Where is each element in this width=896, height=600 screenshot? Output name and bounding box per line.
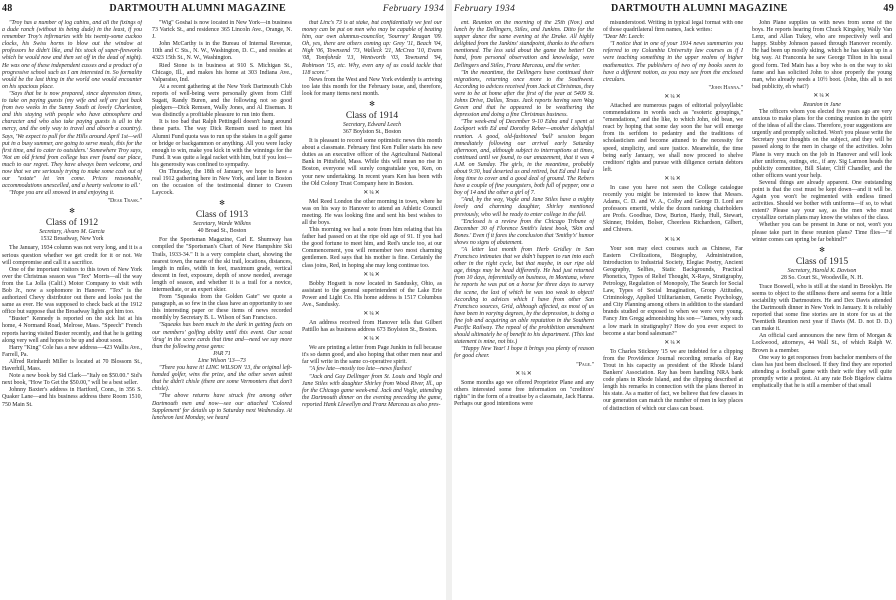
paragraph: On Thursday, the 18th of January, we hope to have a real 1912 gathering here in New York, and later in Boston on the occasion of the testimonial dinner to Craven Laycock. bbox=[152, 168, 292, 197]
quoted-paragraph: "The week-end of December 9-10 Edna and I spent at Lockport with Ed and Dorothy Reber—another delightful reunion. A good, old-fashioned 'bull' session began immediately following our arrival early Saturday afternoon, and, although subject to interruptions at times, continued until we found, to our amazement, that it was 4 A.M. on Sunday. The girls, in the meantime, probably about 9:30, had deserted us and retired, but Ed and I had a long time to cover and a good deal of ground. The Rebers have a couple of fine youngsters, both full of pepper, one a boy of 14 and the other a girl of 7. bbox=[454, 119, 594, 197]
paragraph: An official card announces the new firm of Morgan & Lockwood, attorneys, 44 Wall St., of which Ralph W. Brown is a member. bbox=[752, 333, 892, 354]
left-issue-date: February 1934 bbox=[382, 4, 444, 14]
right-running-head bbox=[454, 3, 894, 15]
right-column-3 bbox=[752, 20, 892, 598]
right-column-1 bbox=[454, 20, 594, 598]
class-heading: Class of 1914 bbox=[345, 111, 399, 122]
section-divider-ornament: ✻ bbox=[69, 207, 75, 216]
paragraph: To Charles Stickney '15 we are indebted for a clipping from the Providence Journal recording remarks of Ray Trout in his capacity as president of the Rhode Island Bankers' Association. Ray has been handling NRA bank code plans in Rhode Island, and the clipping described at length his remarks in connection with the plans thereof in his state. As a matter of fact, we believe that few classes in our generation can match the number of men in key places of distinction of which our class can boast. bbox=[603, 348, 743, 412]
quoted-paragraph: "A letter last month from Herb Gridley in San Francisco intimates that we didn't happen to run into each other in the right cycle, but that maybe, in our ripe old age, things may be head differently. He had just returned from 10 days, inferentially on business, in Montana, where he reports he was put on a horse for three days to survey the scene, the last of which he was too weak to object! According to advices which I have from other San Francisco sources, Grid, although affected, as most of us have been in varying degrees, by the depression, is doing a fine job and acquiring an able reputation in the Southern Pacific Railway. The repeal of the prohibition amendment should ultimately be of benefit to his department. (This last statement is mine, not his.) bbox=[454, 247, 594, 346]
quoted-paragraph: "And, by the way, Vogle and Jane Stiles have a mighty lovely and charming daughter, Shirley mentioned previously, who will be ready to enter college in the fall. bbox=[454, 197, 594, 218]
signature: "Deak Trask." bbox=[107, 198, 142, 205]
quoted-paragraph: "I notice that in one of your 1914 news summaries you referred to my Columbia University law courses as if I were teaching something in the upper realms of higher mathematics. The publishers of two of my books seem to have a different notion, as you may see from the enclosed circulars. bbox=[603, 41, 743, 83]
quoted-paragraph: "A few late—mostly too late—news flashes! bbox=[309, 366, 412, 373]
section-divider-ornament: ✻ bbox=[819, 245, 825, 254]
quoted-paragraph: "Happy New Year! I hope it brings you plenty of reason for good cheer. bbox=[454, 346, 594, 360]
right-page-number: 49 bbox=[883, 3, 894, 14]
item-separator-ornament: ✕¼✕ bbox=[363, 311, 381, 317]
paragraph: Some months ago we offered Proprietor Plane and any others interested some free information on "creditors' rights" in the form of a treatise by a classmate, Jack Hanna. Perhaps our good intentions were bbox=[454, 379, 594, 407]
paragraph: Alfred Reinhardt Miller is located at 70 Blossom St., Haverhill, Mass. bbox=[2, 358, 142, 373]
item-separator-ornament: ✕¼✕ bbox=[664, 236, 682, 243]
paragraph: Harry "King" Cole has a new address—423 Wallis Ave., Farrell, Pa. bbox=[2, 344, 142, 358]
quoted-paragraph: "Enclosed is a review from the Chicago Tribune of December 30 of Florence Smith's latest book, 'Skin and Bones.' Even if it fares the conclusion that 'Smithy's' humor shows no signs of abatement. bbox=[454, 218, 594, 246]
class-heading: Class of 1913 bbox=[195, 210, 249, 221]
paragraph: The January, 1934 column was not very long, and it is a serious question whether we get credit for it or not. We will compromise and call it a sacrifice. bbox=[2, 245, 142, 266]
class-secretary: Secretary, Warde Wilkins bbox=[193, 221, 251, 228]
item-separator-ornament: ✕¼✕ bbox=[664, 93, 682, 100]
item-separator-ornament: ✕¼✕ bbox=[363, 271, 381, 278]
left-page-number: 48 bbox=[2, 3, 13, 14]
class-heading: Class of 1915 bbox=[795, 256, 849, 267]
paragraph: Trace Boswell, who is still at the stand in Brooklyn. He seems to object to the stillness there and seems for a little sociability with Dartmouters. He and Dex Davis attended the Dartmouth dinner in New York in January. It is reliably reported that some fine stories are in store for us at the Twentieth Reunion next year if Davis (M. D. not D. D.) can make it. bbox=[752, 283, 892, 333]
left-page bbox=[0, 0, 446, 600]
paragraph: John McCarthy is in the Bureau of Internal Revenue, 10th and C Sts., N. W., Washington, D. C., and resides at 4323 15th St., N. W., Washington. bbox=[152, 41, 292, 62]
paragraph: From "Squeaks from the Golden Gate" we quote a paragraph, as so few in the class have an opportunity to see this interesting paper or these items of news recorded monthly by Secretary B. L. Wilson of San Francisco. bbox=[152, 294, 292, 322]
paragraph: "Says that he is now prepared, since depression times, to take on paying guests (my wife and self are just back from two weeks in the Sunny South at lovely Charleston, and this staying with people who have atmosphere and character and who also take paying guests is all to the mercy, and the only way to travel and absorb a country). Says, 'We expect to pull for the Hills around April 1st—will put in a busy summer, are going to serve meals, this for the first time, and to cater to outsiders.' Somewhere Troy says, 'Not an old friend from college has ever found our place, much to our regret. They have always been welcome, and now that we are seriously trying to make some cash out of our "estate" let 'em come. Prices reasonable, accommodations unexcelled, and a hearty welcome to all.' bbox=[2, 90, 142, 190]
class-address: 28 So. Court St., Woodsville, N. H. bbox=[781, 274, 863, 281]
item-separator-ornament: ✕¼✕ bbox=[515, 370, 533, 377]
paragraph: An address received from Hanover tells that Gilbert Pattillo has as business address 673 Boylston St., Boston. bbox=[302, 320, 442, 334]
paragraph: "Troy has a number of log cabins, and all the fixings of a dude ranch (without its being dude) in the least, if you remember Troy's infirmaries with his twenty-some cuckoo clocks, his Swiss horns to blow out the window at professors he didn't like, and his stock of super-fireworks which he would now and then set off in the dead of night). He was one of these independent cusses and a product of a progressive school such as I am interested in. So formality would be the last thing in the world one would encounter on his spacious place. bbox=[2, 20, 142, 90]
paragraph: For the Sportsman Magazine, Carl E. Shumway has compiled the "Sportsman's Chart of New Hampshire Ski Trails, 1933-34." It is a very complete chart, showing the nearest town, the name of the ski trail, locations, distances, length in miles, width in feet, maximum grade, vertical descent in feet, exposure, depth of snow needed, average length of season, and whether it is a trail for a novice, intermediate, or an expert skier. bbox=[152, 237, 292, 293]
quoted-paragraph: "The above returns have struck fire among other Dartmouth men and now—see our attached 'Colored Supplement' for details up to Saturday next Wednesday. At luncheon last Monday, we heard bbox=[152, 393, 292, 421]
quoted-paragraph: ent. Reunion on the morning of the 25th (Nov.) and lunch by the Dellingers, Stiles, and Junkins. Ditto for the supper dance the same evening at the Drake. All highly delighted from the Junkins' standpoint, thanks to the others mentioned. The less said about the game the better! On hand, from personal observation and knowledge, were Dellingers and Stiles, Franz Marceau, and the writer. bbox=[454, 20, 594, 69]
quoted-paragraph: "Squeaks has been much in the dark in getting facts on our members' golfing ability until this event. Our scout 'drug' in the score cards that time and—need we say more than the following prose gems: bbox=[152, 322, 292, 350]
paragraph: One of the important visitors to this town of New York over the Christmas season was "Tex" Morris—all the way from the La Jolla (Calif.) Motor Company to visit with Bob Jr., now a sophomore in Hanover. "Tex" is the authorized Chevy distributor out there and looks just the same as ever. He was supposed to check back at the 1912 office but suppose that the Broadway lights got him too. bbox=[2, 266, 142, 316]
paragraph: We are printing a letter from Page Junkin in full because it's so damn good, and also hoping that other men near and far will write in the same co-operative spirit. bbox=[302, 345, 442, 366]
right-magazine-title: DARTMOUTH ALUMNI MAGAZINE bbox=[610, 3, 788, 14]
paragraph: John Plane supplies us with news from some of the boys. He reports hearing from Chuck Kingsley, Wally Van Lenz, and Allan Tukey, who are respectively well and happy. Stubby Johnson passed through Hanover recently. He had been up mostly skiing, which he has taken up in a big way. At Franconia he saw George Tilton in his usual good form. Ted Main has a boy who is on the way to ski fame and has solicited John to shoe properly the young man, who already needs a 10½ boot. (John, this all is not bad publicity, eh what?) bbox=[752, 20, 892, 90]
item-separator-ornament: ✕¼✕ bbox=[664, 339, 682, 346]
quoted-paragraph: "In the meantime, the Dellingers have continued their migrations, returning once more to the Southwest. According to advices received from Jack at Christmas, they were to be at home after the first of the year at 5409 St. Johns Drive, Dallas, Texas. Jack reports having seen Wag Green and that he appeared to be weathering the depression and doing a fine Christmas business. bbox=[454, 69, 594, 119]
paragraph: Bobby Hogsett is now located in Sandusky, Ohio, as assistant to the general superintendent of the Lake Erie Power and Light Co. His home address is 1517 Columbus Ave., Sandusky. bbox=[302, 280, 442, 308]
left-column-1 bbox=[2, 20, 142, 598]
class-heading: Class of 1912 bbox=[45, 218, 99, 229]
left-column-2 bbox=[152, 20, 292, 598]
section-divider-ornament: ✻ bbox=[219, 199, 225, 208]
right-page bbox=[452, 0, 896, 600]
left-running-head bbox=[2, 3, 444, 15]
class-secretary: Secretary, Edward Leech bbox=[342, 122, 401, 129]
paragraph: Ried Stone is in business at 910 S. Michigan St., Chicago, Ill., and makes his home at 303 Indiana Ave., Valparaiso, Ind. bbox=[152, 62, 292, 83]
class-secretary: Secretary, Harold K. Davison bbox=[787, 267, 857, 274]
paragraph: Mel Reed London the other morning in town, where he was on his way to Hanover to attend an Athletic Council meeting. He was looking fine and sent his best wishes to all the boys. bbox=[302, 198, 442, 226]
section-divider-ornament: ✻ bbox=[369, 100, 375, 109]
class-secretary: Secretary, Alvaro M. Garcia bbox=[39, 229, 105, 236]
paragraph: At a recent gathering at the New York Dartmouth Club reports of well-being were personally given from Cliff Sugatt, Randy Buren, and the following not so good pledgers—Dick Remsen, Wally Jones, and Al Eiseman. It was distinctly a profitable pleasure to run into them. bbox=[152, 83, 292, 119]
paragraph: In case you have not seen the College catalogue recently you might be interested to know that Messrs. Adams, C. D. and W. A., Colby and George D. Lord are professors emeriti, while the dozen ranking chairholders are Profs. Goodhue, Dow, Burton, Hardy, Hull, Stewart, Skinner, Holden, Bolser, Cheerless Richardson, Gilbert, and Chivers. bbox=[603, 184, 743, 234]
signature: "Page." bbox=[576, 361, 594, 368]
letter-salutation: "Dear Mr. Leech: bbox=[603, 34, 645, 41]
paragraph: "Hope you are all snowed in and enjoying it. bbox=[9, 190, 115, 197]
paragraph: "Wig" Goshal is now located in New York—in business 73 Varick St., and residence 365 Lincoln Ave., Orange, N. J. bbox=[152, 20, 292, 41]
paragraph: News from the West and New York evidently is arriving too late this month for the February issue, and, therefore, look for many items next month. bbox=[302, 76, 442, 97]
paragraph: This morning we had a note from him relating that his father had passed on at the ripe old age of 91. If you had the good fortune to meet him, and Red's uncle too, at our Commencement, you will remember two most charming gentlemen. Red says that his mother is fine. Certainly the class joins, Red, in hoping she may long continue too. bbox=[302, 227, 442, 269]
class-address: 1532 Broadway, New York bbox=[40, 236, 104, 243]
left-column-3 bbox=[302, 20, 442, 598]
item-separator-ornament: ✕¼✕ bbox=[363, 336, 381, 343]
paragraph: It is too bad that Ralph Pettingell doesn't hang around these parts. The way Dick Remsen used to meet his Alumni Fund quota was to run up the stakes in a golf game or bridge or backgammon or anything. All you were lucky enough to win, make you kick in with the winnings for the Fund. It was quite a legal racket with him, but if you lost—his generosity was confined to sympathy. bbox=[152, 119, 292, 168]
paragraph: Several things are already apparent. One outstanding point is that the cost must be kept down—and it will be. Again you won't be regimented with endless timed activities. Should we bother with uniforms—if so, to what extent? Please say your say, as the men who must crystallize certain plans may know the wishes of the class. bbox=[752, 179, 892, 222]
poem-line: PAR 71 bbox=[213, 350, 231, 357]
subsection-heading: Reunion in June bbox=[803, 101, 841, 108]
paragraph: Your son may elect courses such as Chinese, Far Eastern Civilizations, Biography, Administration, Introduction to Industrial Society, Elegiac Poetry, Ancient Geography, Selfies, Static Backgrounds, Practical Phonetics, Types of Relief Thought, X-Rays, Stratigraphy, Petrology, Regulation of Monopoly, The Search for Social Law, Types of Social Imagination, Group Attitudes, Criminology, Applied Utilitarianism, Genetic Psychology, and City Planning among others in addition to the standard brands studied or exposed to when we were very young. Fancy Jim Gregg admonishing his son—"James, why such a low mark in stratigraphy? How do you ever expect to become a star bond salesman?" bbox=[603, 245, 743, 337]
quoted-paragraph: "There you have it! LINC WILSON '13, the original left-handed golfer, wins the prize, and the other seven admit that he didn't chisle (there are some Vermonters that don't chisle). bbox=[152, 365, 292, 393]
paragraph: Johnny Baxter's address in Hartford, Conn., in 356 S. Quaker Lane—and his business address there Room 1510, 750 Main St. bbox=[2, 387, 142, 408]
quoted-paragraph: that Linc's 73 is at stake, but confidentially we feel our money can be put on men who may be capable of beating him, our own alumnus-councilor, 'Sourney' Reagan '09. Oh, yes, there are others coming up: Grey '11, Beach '04, Nigh '06, Townsend '73, Walleck '21, McCrea '10, Evans '08, Tomfohrde '13, Wentworth '03, Townsend '94, Robinson '15, etc. Why, even any of us could tackle that 118 score." bbox=[302, 20, 442, 76]
paragraph: Note a new book by Sid Clark—"Italy on $50.00." Sid's next book, "How To Get the $50.00," will be a best seller. bbox=[2, 373, 142, 387]
paragraph: "Buster" Kennedy is reported on the sick list at his home, 4 Normand Road, Melrose, Mass. "Speech" French reports having visited Buster recently, and that he is getting along very well and hopes to be up and about soon. bbox=[2, 316, 142, 344]
right-issue-date: February 1934 bbox=[454, 4, 516, 14]
quoted-paragraph: "Jack and Guy Dellinger from St. Louis and Vogle and Jane Stiles with daughter Shirley from Wood River, Ill., up for the Chicago game week-end. Jack and Vogle, attending the Dartmouth dinner on the evening preceding the game, reported Hank Llewellyn and Franz Marceau as also pres- bbox=[302, 373, 442, 408]
paragraph: The officers whom you elected five years ago are very anxious to make plans for the coming reunion in the spirit of the ideas of all the class. Therefore, your suggestions are urgently and promptly solicited. Won't you please write the Secretary your thoughts on the subject, and they will be passed along to the men in charge of the activities. John Plane is very much on the job in Hanover and will look after uniforms, outings, etc., if any. Sig Larmon heads the publicity committee, Bill Slater, Cliff Chandler, and the other officers want your help. bbox=[752, 108, 892, 179]
paragraph: It is pleasant to record some optimistic news this month about a classmate. February first Ken Fuller starts his new duties as an executive officer of the Agricultural National Bank in Pittsfield, Mass. While this will mean no rise in Boston, everyone will surely congratulate you, Ken, on your new undertaking. In recent years Ken has been with the Old Colony Trust Company here in Boston. bbox=[302, 138, 442, 187]
class-address: 367 Boylston St., Boston bbox=[342, 129, 402, 136]
class-address: 40 Broad St., Boston bbox=[197, 228, 247, 235]
item-separator-ornament: ✕¼✕ bbox=[813, 92, 831, 99]
item-separator-ornament: ✕¼✕ bbox=[363, 189, 381, 196]
left-magazine-title: DARTMOUTH ALUMNI MAGAZINE bbox=[109, 3, 287, 14]
paragraph: One way to get responses from bachelor members of the class has just been disclosed. If they find they are reported attending a football game with their wife they will quite promptly write a protest. At any rate Bob Bigelow claims emphatically that he is still a member of that small bbox=[752, 354, 892, 390]
signature: "John Hanna." bbox=[708, 84, 743, 91]
right-column-2 bbox=[603, 20, 743, 598]
paragraph: Attached are numerous pages of editorial polysyllabic commendations in words such as "esoteric groupings," "emendations," and the like, to which John, old bean, we react by hoping that some day soon the bar will emerge from its serfdom to pedantry and the traditions of scholasticism and become attuned to the necessity for speed, simplicity, and sure justice. Meanwhile, the time being early January, we shall now proceed to shelve creditors' rights and pursue with diligence certain debtors left. bbox=[603, 102, 743, 173]
paragraph: misunderstood. Writing in typical legal format with one of those quadrilateral firm names, Jack writes: bbox=[603, 20, 743, 34]
item-separator-ornament: ✕¼✕ bbox=[664, 175, 682, 182]
poem-line: Line Wilson '13—73 bbox=[198, 357, 246, 364]
paragraph: Whether you can be present in June or not, won't you please take part in these reunion plans? Time flies—"if winter comes can spring be far behind?" bbox=[752, 222, 892, 243]
